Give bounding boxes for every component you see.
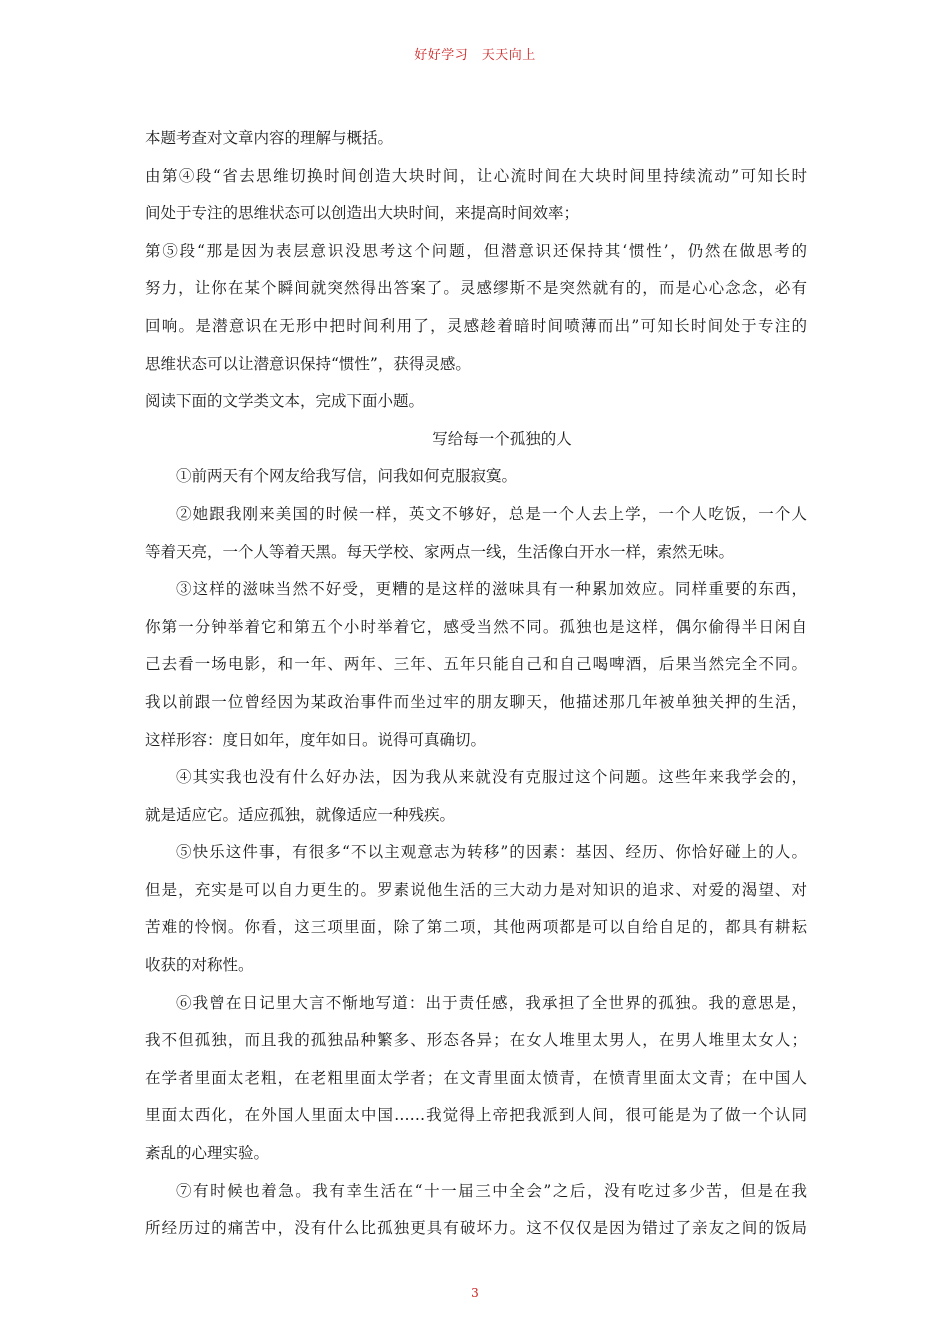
text-line: ⑤快乐这件事，有很多“不以主观意志为转移”的因素：基因、经历、你恰好碰上的人。 <box>176 843 807 862</box>
text-line: 本题考查对文章内容的理解与概括。 <box>145 129 394 147</box>
document-body <box>145 120 807 1248</box>
article-paragraph-6 <box>145 985 807 1173</box>
text-line: 我以前跟一位曾经因为某政治事件而坐过牢的朋友聊天，他描述那几年被单独关押的生活， <box>145 692 807 711</box>
text-line: 就是适应它。适应孤独，就像适应一种残疾。 <box>145 805 456 824</box>
text-line: 回响。是潜意识在无形中把时间利用了，灵感趁着暗时间喷薄而出”可知长时间处于专注的 <box>145 316 807 335</box>
article-paragraph-1 <box>145 458 807 496</box>
text-line: 间处于专注的思维状态可以创造出大块时间，来提高时间效率； <box>145 204 580 223</box>
article-paragraph-4 <box>145 759 807 834</box>
text-line: ②她跟我刚来美国的时候一样，英文不够好，总是一个人去上学，一个人吃饭，一个人 <box>176 504 807 523</box>
text-line: 紊乱的心理实验。 <box>145 1144 270 1163</box>
article-paragraph-2 <box>145 496 807 571</box>
text-line: ⑦有时候也着急。我有幸生活在“十一届三中全会”之后，没有吃过多少苦，但是在我 <box>176 1181 807 1200</box>
text-line: 第⑤段“那是因为表层意识没思考这个问题，但潜意识还保持其‘惯性’，仍然在做思考的 <box>145 241 807 260</box>
text-line: 由第④段“省去思维切换时间创造大块时间，让心流时间在大块时间里持续流动”可知长时 <box>145 166 807 185</box>
text-line: 里面太西化，在外国人里面太中国……我觉得上帝把我派到人间，很可能是为了做一个认同 <box>145 1106 807 1125</box>
text-line: ④其实我也没有什么好办法，因为我从来就没有克服过这个问题。这些年来我学会的， <box>176 768 807 787</box>
text-line: 在学者里面太老粗，在老粗里面太学者；在文青里面太愤青，在愤青里面太文青；在中国人 <box>145 1068 807 1087</box>
text-line: 你第一分钟举着它和第五个小时举着它，感受当然不同。孤独也是这样，偶尔偷得半日闲自 <box>145 617 807 636</box>
text-line: 这样形容：度日如年，度年如日。说得可真确切。 <box>145 730 487 749</box>
text-line: 我不但孤独，而且我的孤独品种繁多、形态各异；在女人堆里太男人，在男人堆里太女人； <box>145 1031 807 1050</box>
text-line: 收获的对称性。 <box>145 956 254 975</box>
analysis-paragraph-2 <box>145 158 807 233</box>
text-line: ⑥我曾在日记里大言不惭地写道：出于责任感，我承担了全世界的孤独。我的意思是， <box>176 993 807 1012</box>
text-line: 苦难的怜悯。你看，这三项里面，除了第二项，其他两项都是可以自给自足的，都具有耕耘 <box>145 918 807 937</box>
text-line: 等着天亮，一个人等着天黑。每天学校、家两点一线，生活像白开水一样，索然无味。 <box>145 542 735 561</box>
analysis-paragraph-1 <box>145 120 807 158</box>
page-header: 好好学习 天天向上 <box>414 48 536 63</box>
analysis-paragraph-4 <box>145 383 807 421</box>
article-title: 写给每一个孤独的人 <box>432 429 572 448</box>
text-line: 努力，让你在某个瞬间就突然得出答案了。灵感缪斯不是突然就有的，而是心心念念，必有 <box>145 279 807 298</box>
text-line: ③这样的滋味当然不好受，更糟的是这样的滋味具有一种累加效应。同样重要的东西， <box>176 580 807 599</box>
page-number: 3 <box>471 1286 479 1300</box>
text-line: 所经历过的痛苦中，没有什么比孤独更具有破坏力。这不仅仅是因为错过了亲友之间的饭局 <box>145 1219 807 1238</box>
text-line: 思维状态可以让潜意识保持“惯性”，获得灵感。 <box>145 354 471 373</box>
text-line: 但是，充实是可以自力更生的。罗素说他生活的三大动力是对知识的追求、对爱的渴望、对 <box>145 880 807 899</box>
article-paragraph-5 <box>145 834 807 984</box>
text-line: 己去看一场电影，和一年、两年、三年、五年只能自己和自己喝啤酒，后果当然完全不同。 <box>145 655 807 674</box>
article-paragraph-3 <box>145 571 807 759</box>
article-paragraph-7 <box>145 1173 807 1248</box>
analysis-paragraph-3 <box>145 233 807 383</box>
text-line: ①前两天有个网友给我写信，问我如何克服寂寞。 <box>176 467 518 486</box>
text-line: 阅读下面的文学类文本，完成下面小题。 <box>145 392 425 411</box>
